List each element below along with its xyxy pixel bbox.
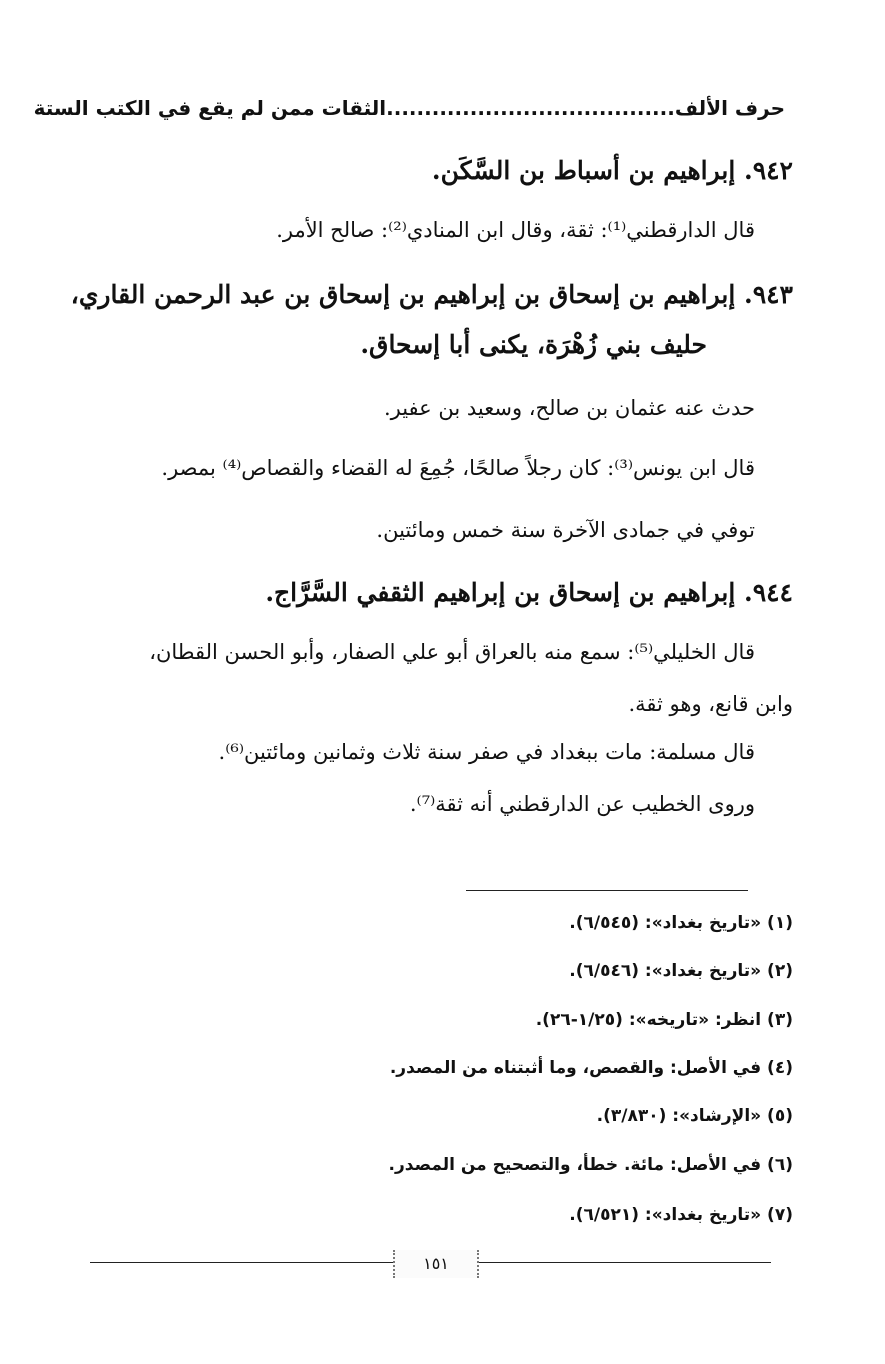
page-number: ١٥١ xyxy=(393,1250,479,1278)
footnote-5: (٥) «الإرشاد»: (٣/٨٣٠). xyxy=(596,1106,793,1126)
footnote-1: (١) «تاريخ بغداد»: (٦/٥٤٥). xyxy=(569,913,793,933)
running-header xyxy=(33,96,785,120)
footnote-separator xyxy=(466,890,748,891)
footnote-4: (٤) في الأصل: والقصص، وما أثبتناه من المصدر. xyxy=(389,1058,793,1078)
footnote-3: (٣) انظر: «تاريخه»: (١/٢٥-٢٦). xyxy=(535,1010,793,1030)
entry-943-line-2: قال ابن يونس⁽³⁾: كان رجلاً صالحًا، جُمِعَ له القضاء والقصاص⁽⁴⁾ بمصر. xyxy=(161,456,755,480)
entry-943-title: ٩٤٣. إبراهيم بن إسحاق بن إبراهيم بن إسحاق بن عبد الرحمن القاري، xyxy=(70,280,793,309)
entry-944-line-1: قال الخليلي⁽⁵⁾: سمع منه بالعراق أبو علي الصفار، وأبو الحسن القطان، xyxy=(149,640,755,664)
footnote-6: (٦) في الأصل: مائة. خطأ، والتصحيح من المصدر. xyxy=(388,1155,793,1175)
footnote-7: (٧) «تاريخ بغداد»: (٦/٥٢١). xyxy=(569,1205,793,1225)
entry-942-title: ٩٤٢. إبراهيم بن أسباط بن السَّكَن. xyxy=(431,156,793,185)
footer-rule-right xyxy=(475,1262,771,1263)
header-chapter-title: حرف الألف xyxy=(674,96,785,120)
header-dots: ...................................... xyxy=(386,96,675,120)
entry-944-line-3: قال مسلمة: مات ببغداد في صفر سنة ثلاث وثمانين ومائتين⁽⁶⁾. xyxy=(218,740,755,764)
footer-rule-left xyxy=(90,1262,393,1263)
header-book-title: الثقات ممن لم يقع في الكتب الستة xyxy=(33,96,387,120)
entry-943-line-3: توفي في جمادى الآخرة سنة خمس ومائتين. xyxy=(376,518,755,542)
entry-944-line-4: وروى الخطيب عن الدارقطني أنه ثقة⁽⁷⁾. xyxy=(409,792,755,816)
entry-942-line-1: قال الدارقطني⁽¹⁾: ثقة، وقال ابن المنادي⁽²⁾: صالح الأمر. xyxy=(276,218,755,242)
entry-944-title: ٩٤٤. إبراهيم بن إسحاق بن إبراهيم الثقفي السَّرَّاج. xyxy=(265,578,793,607)
footnote-2: (٢) «تاريخ بغداد»: (٦/٥٤٦). xyxy=(569,961,793,981)
entry-943-line-1: حدث عنه عثمان بن صالح، وسعيد بن عفير. xyxy=(383,396,755,420)
entry-944-line-2: وابن قانع، وهو ثقة. xyxy=(628,692,793,716)
entry-943-title-cont: حليف بني زُهْرَة، يكنى أبا إسحاق. xyxy=(360,330,707,359)
